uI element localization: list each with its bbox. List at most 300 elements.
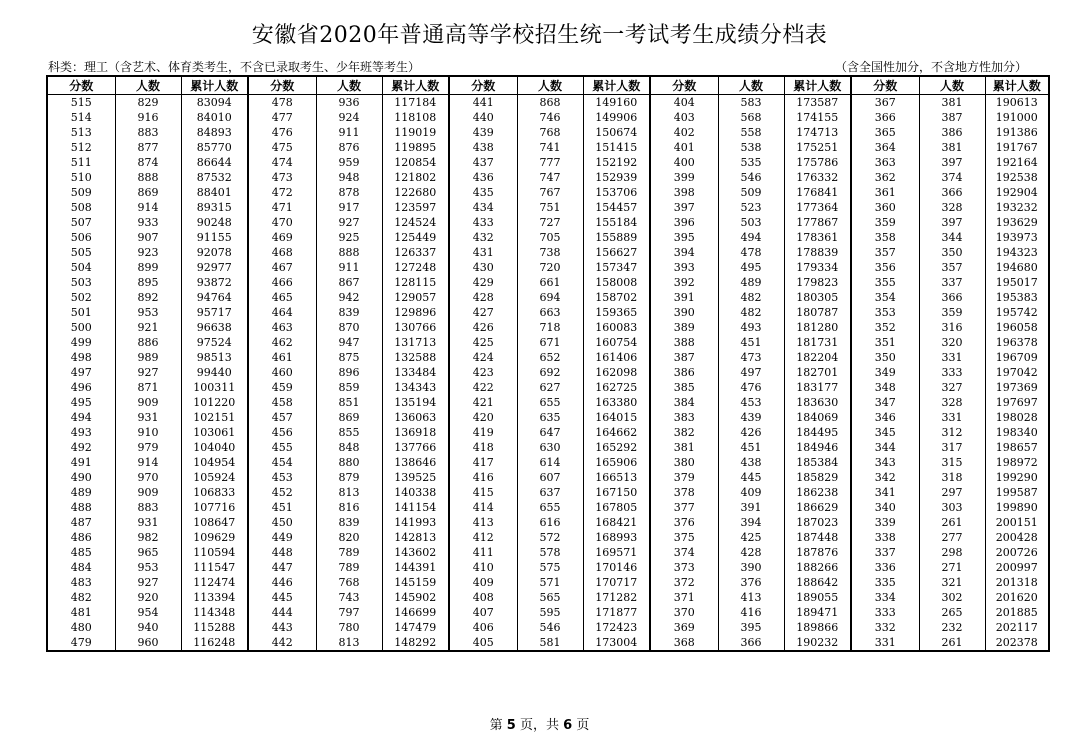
- score-cell: 405: [449, 635, 517, 651]
- score-cell: 425: [449, 335, 517, 350]
- count-cell: 820: [316, 530, 382, 545]
- cumulative-cell: 90248: [181, 215, 248, 230]
- count-cell: 381: [919, 95, 985, 111]
- count-cell: 874: [115, 155, 181, 170]
- count-cell: 914: [115, 455, 181, 470]
- cumulative-cell: 103061: [181, 425, 248, 440]
- count-cell: 789: [316, 545, 382, 560]
- score-cell: 447: [248, 560, 316, 575]
- header-count: 人数: [718, 76, 784, 95]
- score-cell: 415: [449, 485, 517, 500]
- score-cell: 363: [851, 155, 919, 170]
- score-cell: 419: [449, 425, 517, 440]
- count-cell: 366: [919, 290, 985, 305]
- cumulative-cell: 127248: [382, 260, 449, 275]
- score-cell: 344: [851, 440, 919, 455]
- cumulative-cell: 160754: [583, 335, 650, 350]
- header-cumulative: 累计人数: [985, 76, 1049, 95]
- cumulative-cell: 174155: [784, 110, 851, 125]
- cumulative-cell: 104954: [181, 455, 248, 470]
- score-cell: 367: [851, 95, 919, 111]
- score-cell: 333: [851, 605, 919, 620]
- score-cell: 394: [650, 245, 718, 260]
- score-cell: 335: [851, 575, 919, 590]
- score-cell: 420: [449, 410, 517, 425]
- cumulative-cell: 176841: [784, 185, 851, 200]
- score-cell: 390: [650, 305, 718, 320]
- count-cell: 694: [517, 290, 583, 305]
- count-cell: 318: [919, 470, 985, 485]
- score-cell: 340: [851, 500, 919, 515]
- score-cell: 465: [248, 290, 316, 305]
- score-cell: 508: [70, 201, 92, 214]
- count-cell: 317: [919, 440, 985, 455]
- footer-prefix: 第: [489, 718, 503, 733]
- score-cell: 489: [70, 486, 92, 499]
- score-cell: 445: [248, 590, 316, 605]
- score-cell: 380: [650, 455, 718, 470]
- count-cell: 880: [316, 455, 382, 470]
- count-cell: 989: [115, 350, 181, 365]
- score-cell: 472: [248, 185, 316, 200]
- score-cell: 515: [70, 96, 92, 109]
- score-cell: 410: [449, 560, 517, 575]
- count-cell: 883: [115, 500, 181, 515]
- cumulative-cell: 185384: [784, 455, 851, 470]
- score-cell: 494: [70, 411, 92, 424]
- count-cell: 568: [718, 110, 784, 125]
- count-cell: 344: [919, 230, 985, 245]
- cumulative-cell: 200726: [985, 545, 1049, 560]
- table-row: [47, 635, 1049, 651]
- count-cell: 386: [919, 125, 985, 140]
- count-cell: 538: [718, 140, 784, 155]
- count-cell: 879: [316, 470, 382, 485]
- cumulative-cell: 196378: [985, 335, 1049, 350]
- score-cell: 399: [650, 170, 718, 185]
- score-cell: 397: [650, 200, 718, 215]
- score-cell: 350: [851, 350, 919, 365]
- cumulative-cell: 113394: [181, 590, 248, 605]
- count-cell: 627: [517, 380, 583, 395]
- score-cell: 449: [248, 530, 316, 545]
- count-cell: 965: [115, 545, 181, 560]
- score-cell: 509: [70, 186, 92, 199]
- score-cell: 441: [449, 95, 517, 111]
- count-cell: 503: [718, 215, 784, 230]
- score-cell: 423: [449, 365, 517, 380]
- count-cell: 497: [718, 365, 784, 380]
- cumulative-cell: 159365: [583, 305, 650, 320]
- header-cumulative: 累计人数: [784, 76, 851, 95]
- table-body: [47, 95, 1049, 652]
- cumulative-cell: 114348: [181, 605, 248, 620]
- count-cell: 509: [718, 185, 784, 200]
- score-cell: 474: [248, 155, 316, 170]
- cumulative-cell: 121802: [382, 170, 449, 185]
- cumulative-cell: 145159: [382, 575, 449, 590]
- score-cell: 378: [650, 485, 718, 500]
- cumulative-cell: 151415: [583, 140, 650, 155]
- count-cell: 637: [517, 485, 583, 500]
- cumulative-cell: 147479: [382, 620, 449, 635]
- count-cell: 829: [115, 95, 181, 111]
- count-cell: 954: [115, 605, 181, 620]
- cumulative-cell: 88401: [181, 185, 248, 200]
- count-cell: 671: [517, 335, 583, 350]
- cumulative-cell: 141993: [382, 515, 449, 530]
- score-cell: 463: [248, 320, 316, 335]
- score-cell: 484: [70, 561, 92, 574]
- score-cell: 497: [70, 366, 92, 379]
- count-cell: 445: [718, 470, 784, 485]
- table-row: [47, 335, 1049, 350]
- count-cell: 350: [919, 245, 985, 260]
- cumulative-cell: 130766: [382, 320, 449, 335]
- score-cell: 411: [449, 545, 517, 560]
- score-cell: 407: [449, 605, 517, 620]
- cumulative-cell: 175251: [784, 140, 851, 155]
- count-cell: 848: [316, 440, 382, 455]
- cumulative-cell: 165906: [583, 455, 650, 470]
- cumulative-cell: 129057: [382, 290, 449, 305]
- cumulative-cell: 83094: [181, 95, 248, 111]
- score-cell: 506: [70, 231, 92, 244]
- score-cell: 406: [449, 620, 517, 635]
- count-cell: 572: [517, 530, 583, 545]
- cumulative-cell: 137766: [382, 440, 449, 455]
- header-cumulative: 累计人数: [382, 76, 449, 95]
- cumulative-cell: 192538: [985, 170, 1049, 185]
- score-cell: 507: [70, 216, 92, 229]
- cumulative-cell: 86644: [181, 155, 248, 170]
- cumulative-cell: 153706: [583, 185, 650, 200]
- header-score: 分数: [650, 76, 718, 95]
- score-cell: 433: [449, 215, 517, 230]
- cumulative-cell: 144391: [382, 560, 449, 575]
- score-cell: 356: [851, 260, 919, 275]
- cumulative-cell: 136918: [382, 425, 449, 440]
- count-cell: 409: [718, 485, 784, 500]
- score-cell: 502: [70, 291, 92, 304]
- count-cell: 892: [115, 290, 181, 305]
- score-cell: 398: [650, 185, 718, 200]
- count-cell: 303: [919, 500, 985, 515]
- count-cell: 896: [316, 365, 382, 380]
- cumulative-cell: 173587: [784, 95, 851, 111]
- score-cell: 491: [70, 456, 92, 469]
- total-page-number: 6: [563, 718, 573, 733]
- count-cell: 558: [718, 125, 784, 140]
- header-cumulative: 累计人数: [181, 76, 248, 95]
- count-cell: 876: [316, 140, 382, 155]
- count-cell: 907: [115, 230, 181, 245]
- count-cell: 575: [517, 560, 583, 575]
- score-cell: 513: [70, 126, 92, 139]
- cumulative-cell: 91155: [181, 230, 248, 245]
- count-cell: 888: [115, 170, 181, 185]
- cumulative-cell: 193232: [985, 200, 1049, 215]
- cumulative-cell: 180305: [784, 290, 851, 305]
- score-cell: 392: [650, 275, 718, 290]
- cumulative-cell: 199290: [985, 470, 1049, 485]
- score-cell: 402: [650, 125, 718, 140]
- count-cell: 277: [919, 530, 985, 545]
- cumulative-cell: 126337: [382, 245, 449, 260]
- cumulative-cell: 173004: [583, 635, 650, 651]
- count-cell: 921: [115, 320, 181, 335]
- score-cell: 337: [851, 545, 919, 560]
- count-cell: 376: [718, 575, 784, 590]
- score-cell: 503: [70, 276, 92, 289]
- cumulative-cell: 150674: [583, 125, 650, 140]
- score-cell: 336: [851, 560, 919, 575]
- table-row: [47, 560, 1049, 575]
- count-cell: 426: [718, 425, 784, 440]
- cumulative-cell: 98513: [181, 350, 248, 365]
- cumulative-cell: 184495: [784, 425, 851, 440]
- table-row: [47, 95, 1049, 111]
- count-cell: 777: [517, 155, 583, 170]
- table-row: [47, 290, 1049, 305]
- cumulative-cell: 191767: [985, 140, 1049, 155]
- score-cell: 469: [248, 230, 316, 245]
- count-cell: 855: [316, 425, 382, 440]
- cumulative-cell: 131713: [382, 335, 449, 350]
- score-cell: 349: [851, 365, 919, 380]
- category-note: 科类：理工（含艺术、体育类考生，不含已录取考生、少年班等考生）: [48, 60, 421, 74]
- count-cell: 297: [919, 485, 985, 500]
- count-cell: 655: [517, 500, 583, 515]
- cumulative-cell: 193973: [985, 230, 1049, 245]
- count-cell: 767: [517, 185, 583, 200]
- count-cell: 394: [718, 515, 784, 530]
- table-row: [47, 230, 1049, 245]
- score-cell: 467: [248, 260, 316, 275]
- score-cell: 412: [449, 530, 517, 545]
- score-cell: 388: [650, 335, 718, 350]
- score-cell: 384: [650, 395, 718, 410]
- cumulative-cell: 190232: [784, 635, 851, 651]
- cumulative-cell: 143602: [382, 545, 449, 560]
- count-cell: 867: [316, 275, 382, 290]
- count-cell: 451: [718, 440, 784, 455]
- table-row: [47, 380, 1049, 395]
- score-cell: 381: [650, 440, 718, 455]
- score-cell: 416: [449, 470, 517, 485]
- cumulative-cell: 145902: [382, 590, 449, 605]
- count-cell: 871: [115, 380, 181, 395]
- cumulative-cell: 105924: [181, 470, 248, 485]
- cumulative-cell: 177364: [784, 200, 851, 215]
- count-cell: 959: [316, 155, 382, 170]
- cumulative-cell: 187876: [784, 545, 851, 560]
- score-cell: 396: [650, 215, 718, 230]
- score-cell: 374: [650, 545, 718, 560]
- count-cell: 387: [919, 110, 985, 125]
- score-cell: 339: [851, 515, 919, 530]
- cumulative-cell: 175786: [784, 155, 851, 170]
- score-cell: 428: [449, 290, 517, 305]
- score-cell: 413: [449, 515, 517, 530]
- score-cell: 424: [449, 350, 517, 365]
- cumulative-cell: 194680: [985, 260, 1049, 275]
- score-cell: 376: [650, 515, 718, 530]
- count-cell: 583: [718, 95, 784, 111]
- cumulative-cell: 197369: [985, 380, 1049, 395]
- score-cell: 352: [851, 320, 919, 335]
- count-cell: 878: [316, 185, 382, 200]
- cumulative-cell: 154457: [583, 200, 650, 215]
- cumulative-cell: 196709: [985, 350, 1049, 365]
- cumulative-cell: 189055: [784, 590, 851, 605]
- count-cell: 425: [718, 530, 784, 545]
- header-count: 人数: [115, 76, 181, 95]
- count-cell: 451: [718, 335, 784, 350]
- count-cell: 578: [517, 545, 583, 560]
- score-cell: 492: [70, 441, 92, 454]
- score-cell: 408: [449, 590, 517, 605]
- count-cell: 925: [316, 230, 382, 245]
- cumulative-cell: 104040: [181, 440, 248, 455]
- cumulative-cell: 111547: [181, 560, 248, 575]
- count-cell: 416: [718, 605, 784, 620]
- cumulative-cell: 129896: [382, 305, 449, 320]
- score-cell: 364: [851, 140, 919, 155]
- cumulative-cell: 182204: [784, 350, 851, 365]
- count-cell: 391: [718, 500, 784, 515]
- cumulative-cell: 202378: [985, 635, 1049, 651]
- cumulative-cell: 171282: [583, 590, 650, 605]
- score-cell: 487: [70, 516, 92, 529]
- count-cell: 982: [115, 530, 181, 545]
- score-cell: 464: [248, 305, 316, 320]
- count-cell: 813: [316, 635, 382, 651]
- score-cell: 499: [70, 336, 92, 349]
- count-cell: 663: [517, 305, 583, 320]
- count-cell: 692: [517, 365, 583, 380]
- score-cell: 358: [851, 230, 919, 245]
- score-cell: 354: [851, 290, 919, 305]
- bonus-note: （含全国性加分，不含地方性加分）: [834, 60, 1027, 74]
- score-cell: 372: [650, 575, 718, 590]
- score-cell: 490: [70, 471, 92, 484]
- cumulative-cell: 164015: [583, 410, 650, 425]
- score-cell: 334: [851, 590, 919, 605]
- count-cell: 428: [718, 545, 784, 560]
- score-cell: 422: [449, 380, 517, 395]
- cumulative-cell: 171877: [583, 605, 650, 620]
- count-cell: 747: [517, 170, 583, 185]
- cumulative-cell: 160083: [583, 320, 650, 335]
- cumulative-cell: 178361: [784, 230, 851, 245]
- cumulative-cell: 178839: [784, 245, 851, 260]
- count-cell: 546: [718, 170, 784, 185]
- cumulative-cell: 155889: [583, 230, 650, 245]
- score-cell: 343: [851, 455, 919, 470]
- score-cell: 359: [851, 215, 919, 230]
- score-cell: 510: [70, 171, 92, 184]
- count-cell: 780: [316, 620, 382, 635]
- cumulative-cell: 186238: [784, 485, 851, 500]
- count-cell: 751: [517, 200, 583, 215]
- table-header-row: [47, 76, 1049, 95]
- score-cell: 514: [70, 111, 92, 124]
- score-cell: 480: [70, 621, 92, 634]
- score-cell: 429: [449, 275, 517, 290]
- count-cell: 720: [517, 260, 583, 275]
- count-cell: 661: [517, 275, 583, 290]
- cumulative-cell: 198972: [985, 455, 1049, 470]
- score-cell: 418: [449, 440, 517, 455]
- cumulative-cell: 190613: [985, 95, 1049, 111]
- score-cell: 466: [248, 275, 316, 290]
- cumulative-cell: 199587: [985, 485, 1049, 500]
- table-row: [47, 530, 1049, 545]
- score-cell: 512: [70, 141, 92, 154]
- cumulative-cell: 170717: [583, 575, 650, 590]
- count-cell: 312: [919, 425, 985, 440]
- table-row: [47, 470, 1049, 485]
- count-cell: 328: [919, 200, 985, 215]
- cumulative-cell: 188266: [784, 560, 851, 575]
- score-cell: 436: [449, 170, 517, 185]
- cumulative-cell: 189471: [784, 605, 851, 620]
- count-cell: 493: [718, 320, 784, 335]
- count-cell: 924: [316, 110, 382, 125]
- count-cell: 478: [718, 245, 784, 260]
- count-cell: 390: [718, 560, 784, 575]
- cumulative-cell: 168993: [583, 530, 650, 545]
- cumulative-cell: 164662: [583, 425, 650, 440]
- cumulative-cell: 199890: [985, 500, 1049, 515]
- count-cell: 495: [718, 260, 784, 275]
- score-cell: 342: [851, 470, 919, 485]
- score-cell: 458: [248, 395, 316, 410]
- score-cell: 477: [248, 110, 316, 125]
- score-cell: 478: [248, 95, 316, 111]
- count-cell: 909: [115, 395, 181, 410]
- score-cell: 366: [851, 110, 919, 125]
- header-count: 人数: [919, 76, 985, 95]
- table-row: [47, 110, 1049, 125]
- score-cell: 471: [248, 200, 316, 215]
- score-cell: 348: [851, 380, 919, 395]
- cumulative-cell: 152939: [583, 170, 650, 185]
- count-cell: 927: [316, 215, 382, 230]
- count-cell: 927: [115, 365, 181, 380]
- score-cell: 495: [70, 396, 92, 409]
- count-cell: 438: [718, 455, 784, 470]
- count-cell: 595: [517, 605, 583, 620]
- count-cell: 789: [316, 560, 382, 575]
- count-cell: 489: [718, 275, 784, 290]
- count-cell: 947: [316, 335, 382, 350]
- cumulative-cell: 184946: [784, 440, 851, 455]
- cumulative-cell: 180787: [784, 305, 851, 320]
- cumulative-cell: 192164: [985, 155, 1049, 170]
- cumulative-cell: 116248: [181, 635, 248, 651]
- count-cell: 741: [517, 140, 583, 155]
- count-cell: 936: [316, 95, 382, 111]
- count-cell: 482: [718, 305, 784, 320]
- count-cell: 916: [115, 110, 181, 125]
- cumulative-cell: 97524: [181, 335, 248, 350]
- cumulative-cell: 158008: [583, 275, 650, 290]
- cumulative-cell: 156627: [583, 245, 650, 260]
- cumulative-cell: 148292: [382, 635, 449, 651]
- count-cell: 652: [517, 350, 583, 365]
